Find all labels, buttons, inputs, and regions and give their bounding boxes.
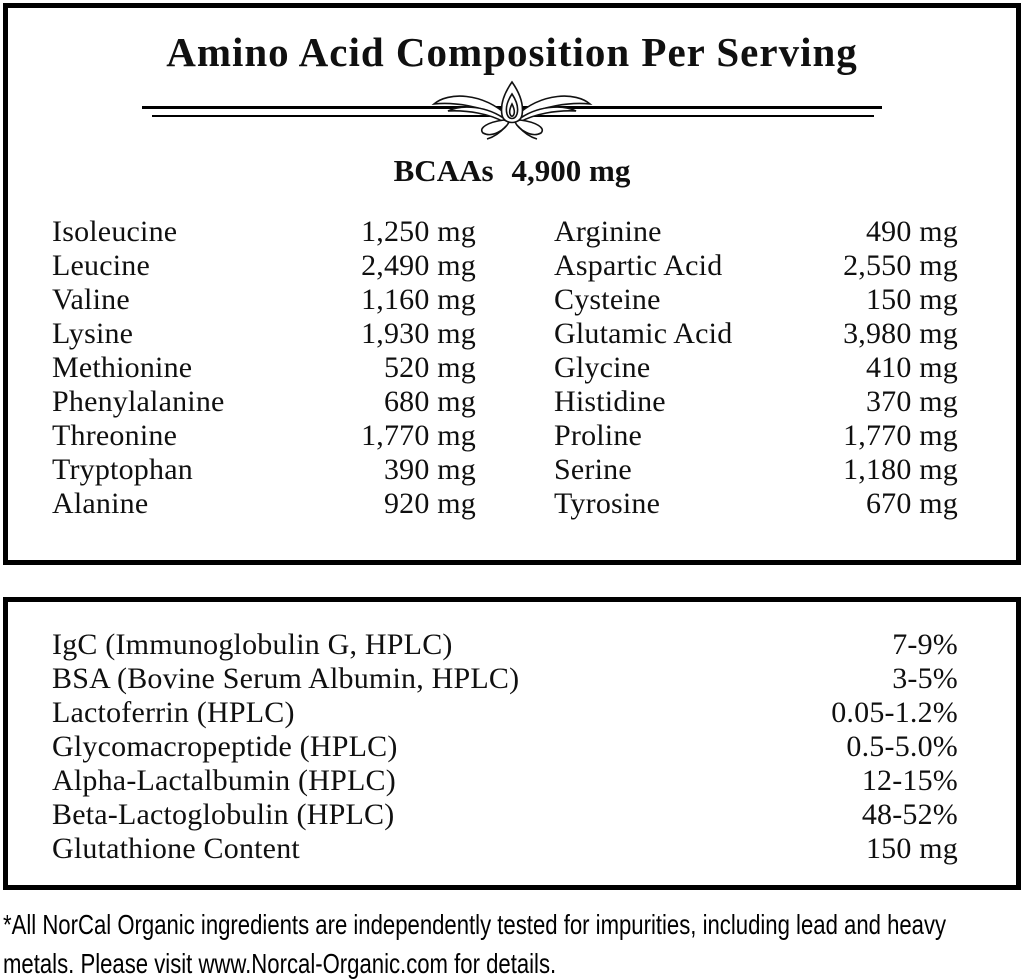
ornamental-divider bbox=[8, 80, 1016, 145]
amino-name: Serine bbox=[554, 453, 632, 486]
bcaa-total bbox=[8, 153, 1016, 189]
amino-name: Arginine bbox=[554, 215, 662, 248]
fraction-value: 12-15% bbox=[861, 764, 958, 797]
fraction-name: Alpha-Lactalbumin (HPLC) bbox=[52, 764, 396, 797]
amino-value: 1,770 mg bbox=[361, 419, 476, 452]
fraction-value: 48-52% bbox=[861, 798, 958, 831]
amino-value: 1,160 mg bbox=[361, 283, 476, 316]
table-row bbox=[52, 351, 476, 385]
table-row bbox=[52, 798, 958, 832]
amino-name: Glutamic Acid bbox=[554, 317, 733, 350]
amino-name: Glycine bbox=[554, 351, 651, 384]
amino-value: 1,930 mg bbox=[361, 317, 476, 350]
amino-name: Proline bbox=[554, 419, 643, 452]
table-row bbox=[52, 730, 958, 764]
table-row bbox=[554, 351, 958, 385]
amino-value: 490 mg bbox=[865, 215, 958, 248]
table-row bbox=[554, 215, 958, 249]
table-row bbox=[554, 487, 958, 521]
amino-name: Lysine bbox=[52, 317, 134, 350]
fraction-name: BSA (Bovine Serum Albumin, HPLC) bbox=[52, 662, 520, 695]
amino-value: 920 mg bbox=[383, 487, 476, 520]
amino-name: Alanine bbox=[52, 487, 149, 520]
amino-name: Leucine bbox=[52, 249, 151, 282]
table-row bbox=[52, 385, 476, 419]
fraction-value: 7-9% bbox=[892, 628, 958, 661]
table-row bbox=[52, 662, 958, 696]
amino-acid-table bbox=[8, 215, 1016, 521]
amino-value: 1,250 mg bbox=[361, 215, 476, 248]
fraction-value: 3-5% bbox=[892, 662, 958, 695]
protein-fraction-panel bbox=[3, 597, 1021, 890]
fraction-name: Lactoferrin (HPLC) bbox=[52, 696, 295, 729]
fraction-name: Glycomacropeptide (HPLC) bbox=[52, 730, 398, 763]
amino-name: Threonine bbox=[52, 419, 178, 452]
table-row bbox=[52, 453, 476, 487]
table-row bbox=[52, 487, 476, 521]
fraction-value: 0.05-1.2% bbox=[831, 696, 958, 729]
table-row bbox=[554, 283, 958, 317]
fraction-name: Beta-Lactoglobulin (HPLC) bbox=[52, 798, 395, 831]
table-row bbox=[554, 317, 958, 351]
amino-name: Tyrosine bbox=[554, 487, 661, 520]
amino-name: Phenylalanine bbox=[52, 385, 225, 418]
amino-name: Isoleucine bbox=[52, 215, 178, 248]
footnote bbox=[3, 905, 1024, 980]
table-row bbox=[554, 419, 958, 453]
fraction-value: 150 mg bbox=[865, 832, 958, 865]
amino-value: 3,980 mg bbox=[843, 317, 958, 350]
amino-value: 2,550 mg bbox=[843, 249, 958, 282]
amino-name: Methionine bbox=[52, 351, 193, 384]
footnote-line-1: *All NorCal Organic ingredients are independently tested for impurities, including lead and heavy bbox=[3, 909, 947, 940]
footnote-line-2: metals. Please visit www.Norcal-Organic.com for details. bbox=[3, 948, 557, 979]
fraction-name: IgC (Immunoglobulin G, HPLC) bbox=[52, 628, 453, 661]
amino-name: Cysteine bbox=[554, 283, 661, 316]
amino-value: 670 mg bbox=[865, 487, 958, 520]
bcaa-value: 4,900 mg bbox=[511, 153, 631, 188]
amino-value: 1,770 mg bbox=[843, 419, 958, 452]
lotus-divider-icon bbox=[142, 80, 882, 140]
amino-value: 370 mg bbox=[865, 385, 958, 418]
amino-value: 680 mg bbox=[383, 385, 476, 418]
table-row bbox=[52, 283, 476, 317]
amino-name: Aspartic Acid bbox=[554, 249, 723, 282]
amino-name: Histidine bbox=[554, 385, 666, 418]
table-row bbox=[554, 249, 958, 283]
amino-value: 150 mg bbox=[865, 283, 958, 316]
table-row bbox=[52, 764, 958, 798]
amino-column-left bbox=[52, 215, 476, 521]
bcaa-label: BCAAs bbox=[393, 153, 494, 188]
amino-name: Valine bbox=[52, 283, 130, 316]
table-row bbox=[52, 249, 476, 283]
panel-title: Amino Acid Composition Per Serving bbox=[166, 29, 858, 75]
protein-fraction-table bbox=[8, 602, 1016, 866]
table-row bbox=[52, 832, 958, 866]
fraction-name: Glutathione Content bbox=[52, 832, 300, 865]
table-row bbox=[52, 317, 476, 351]
amino-value: 410 mg bbox=[865, 351, 958, 384]
table-row bbox=[554, 453, 958, 487]
amino-acid-panel bbox=[3, 3, 1021, 565]
table-row bbox=[554, 385, 958, 419]
amino-value: 390 mg bbox=[383, 453, 476, 486]
amino-value: 2,490 mg bbox=[361, 249, 476, 282]
amino-value: 1,180 mg bbox=[843, 453, 958, 486]
amino-value: 520 mg bbox=[383, 351, 476, 384]
table-row bbox=[52, 696, 958, 730]
table-row bbox=[52, 215, 476, 249]
table-row bbox=[52, 628, 958, 662]
table-row bbox=[52, 419, 476, 453]
amino-name: Tryptophan bbox=[52, 453, 193, 486]
fraction-value: 0.5-5.0% bbox=[846, 730, 958, 763]
amino-column-right bbox=[554, 215, 958, 521]
